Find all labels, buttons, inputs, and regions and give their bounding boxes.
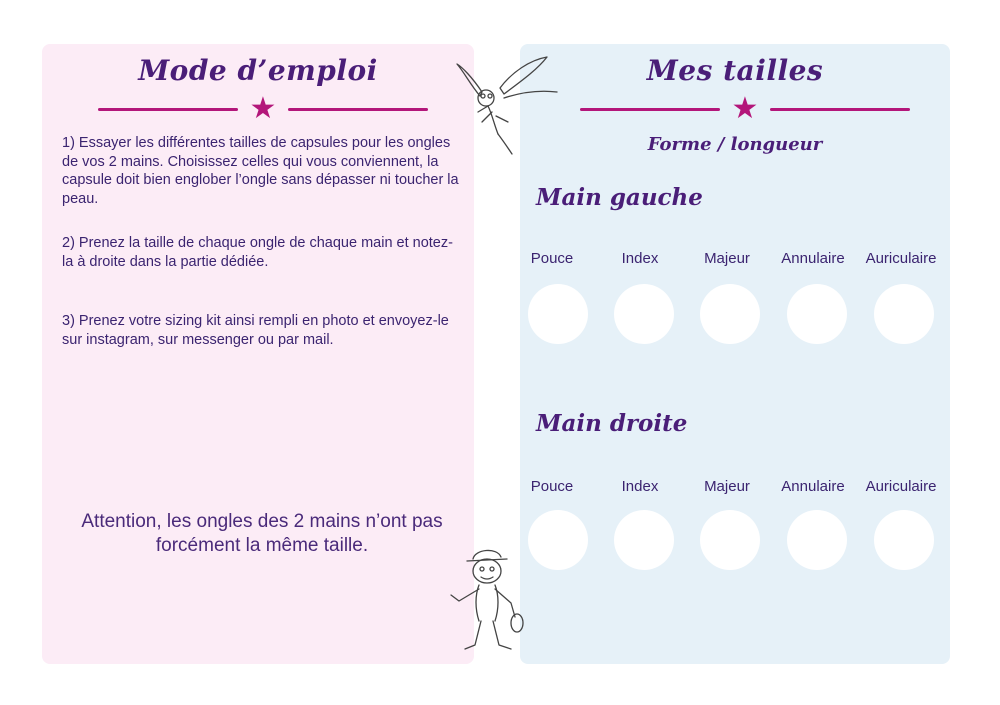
left-ring-label: Annulaire — [781, 250, 845, 267]
right-ring-label: Annulaire — [781, 478, 845, 495]
left-pinky-size-field[interactable] — [874, 284, 934, 344]
instruction-step-2: 2) Prenez la taille de chaque ongle de chaque main et notez-la à droite dans la partie dédiée. — [62, 235, 453, 270]
right-middle-label: Majeur — [704, 478, 750, 495]
instructions-panel — [42, 44, 474, 664]
left-thumb-size-field[interactable] — [528, 284, 588, 344]
instruction-step-3: 3) Prenez votre sizing kit ainsi rempli en photo et envoyez-le sur instagram, sur messenger ou par mail. — [62, 313, 449, 348]
left-index-size-field[interactable] — [614, 284, 674, 344]
left-thumb-label: Pouce — [530, 250, 574, 267]
instruction-step-1: 1) Essayer les différentes tailles de capsules pour les ongles de vos 2 mains. Choisissez celles qui vous conviennent, la capsule doit bien englober l’ongle sans dépasser ni toucher la peau. — [62, 135, 459, 207]
sizes-subtitle: Forme / longueur — [647, 134, 823, 155]
left-index-label: Index — [621, 250, 659, 267]
right-pinky-label: Auriculaire — [865, 478, 937, 495]
right-middle-size-field[interactable] — [700, 510, 760, 570]
sizes-title: Mes tailles — [646, 54, 824, 87]
left-ring-size-field[interactable] — [787, 284, 847, 344]
title-divider — [580, 92, 910, 125]
attention-note: Attention, les ongles des 2 mains n’ont pas forcément la même taille. — [81, 511, 443, 556]
right-index-label: Index — [621, 478, 659, 495]
left-middle-label: Majeur — [704, 250, 750, 267]
right-hand-title: Main droite — [536, 410, 688, 437]
right-ring-size-field[interactable] — [787, 510, 847, 570]
title-divider — [98, 92, 428, 125]
instructions-title: Mode d’emploi — [138, 54, 378, 87]
cricket-drawing — [445, 545, 535, 660]
right-index-size-field[interactable] — [614, 510, 674, 570]
right-thumb-size-field[interactable] — [528, 510, 588, 570]
dragonfly-drawing — [452, 52, 562, 162]
right-thumb-label: Pouce — [530, 478, 574, 495]
star-icon: ★ — [249, 92, 277, 125]
sizes-panel — [520, 44, 950, 664]
right-pinky-size-field[interactable] — [874, 510, 934, 570]
star-icon: ★ — [731, 92, 759, 125]
left-pinky-label: Auriculaire — [865, 250, 937, 267]
left-middle-size-field[interactable] — [700, 284, 760, 344]
left-hand-title: Main gauche — [536, 184, 703, 211]
